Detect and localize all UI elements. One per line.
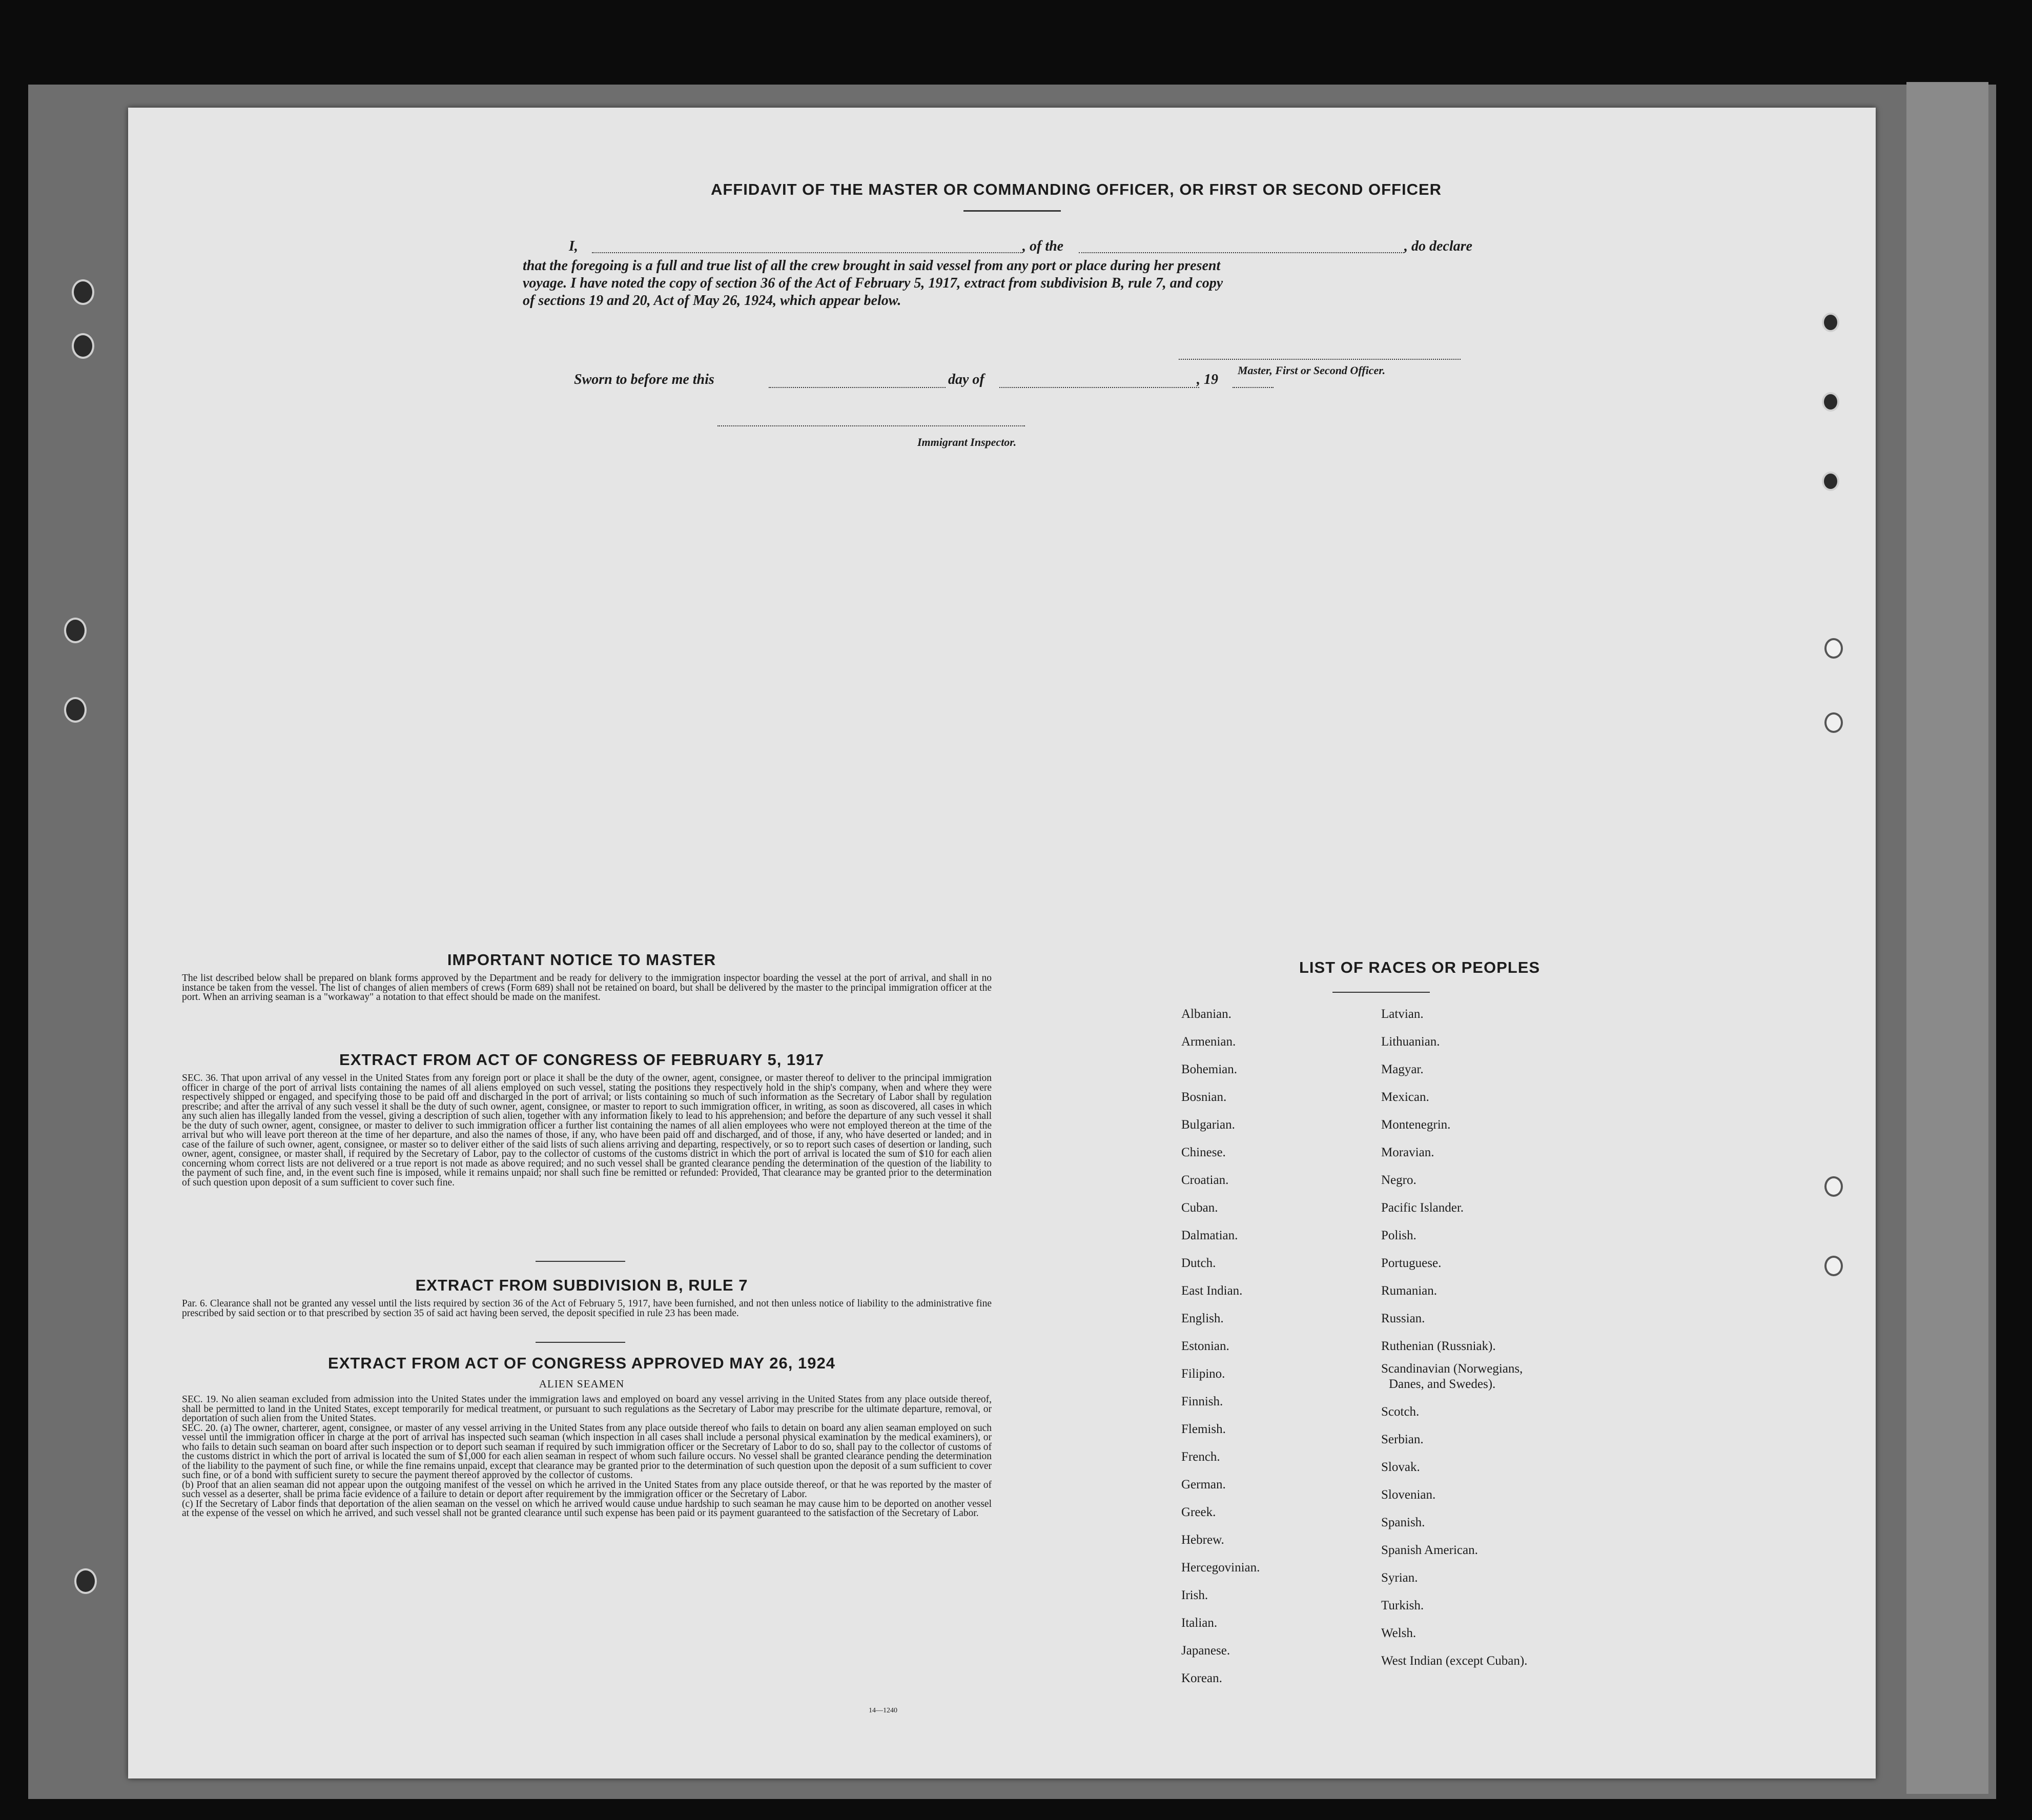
race-item: Latvian. bbox=[1381, 1007, 1424, 1021]
race-item: Slovenian. bbox=[1381, 1488, 1436, 1502]
race-item: Bulgarian. bbox=[1181, 1118, 1235, 1132]
race-item: Japanese. bbox=[1181, 1644, 1230, 1658]
race-item: Lithuanian. bbox=[1381, 1035, 1440, 1049]
stacked-sheets-edge bbox=[1906, 82, 1988, 1794]
race-item: Spanish American. bbox=[1381, 1543, 1478, 1557]
year-prefix: , 19 bbox=[1197, 372, 1218, 387]
master-caption: Master, First or Second Officer. bbox=[1238, 364, 1386, 377]
sworn-text: Sworn to before me this bbox=[574, 372, 714, 387]
race-item: Montenegrin. bbox=[1381, 1118, 1451, 1132]
sworn-month-blank[interactable] bbox=[999, 387, 1199, 388]
race-item: Portuguese. bbox=[1381, 1256, 1442, 1270]
master-name-blank[interactable] bbox=[592, 252, 1022, 253]
race-item: Irish. bbox=[1181, 1588, 1208, 1602]
affidavit-declare: , do declare bbox=[1404, 238, 1472, 254]
race-item: Serbian. bbox=[1381, 1433, 1424, 1446]
race-item: Dutch. bbox=[1181, 1256, 1216, 1270]
manifest-page bbox=[128, 108, 1876, 1778]
race-item: Scandinavian (Norwegians, bbox=[1381, 1362, 1523, 1376]
title-underline bbox=[963, 210, 1061, 212]
race-item: Italian. bbox=[1181, 1616, 1218, 1630]
race-item: East Indian. bbox=[1181, 1284, 1243, 1298]
race-item: Turkish. bbox=[1381, 1599, 1424, 1612]
sec20c-paragraph: (c) If the Secretary of Labor finds that deportation of the alien seaman on the vessel on which he arrived would cause undue hardship to such seaman he may cause him to be deported on another vessel at the expense of the vessel on which he arrived, and such vessel shall not be granted clearance until such expense has been paid or its payment guaranteed to the satisfaction of the Secretary of Labor. bbox=[182, 1498, 992, 1519]
affidavit-of-the: , of the bbox=[1022, 238, 1064, 254]
race-item: Polish. bbox=[1381, 1229, 1417, 1242]
binder-hole bbox=[64, 697, 87, 723]
race-item: Scotch. bbox=[1381, 1405, 1420, 1419]
sec20a-paragraph: SEC. 20. (a) The owner, charterer, agent, consignee, or master of any vessel arriving in the United States from any place outside thereof who fails to detain on board any alien seaman employed on such vessel until the immigration officer in charge at the port of arrival has inspected such seaman (which inspection in all cases shall include a personal physical examination by the medical examiners), or who fails to detain such seaman on board after such inspection or to deport such seaman if required by such immigration officer or the Secretary of Labor to do so, shall pay to the collector of customs of the customs district in which the port of arrival is located the sum of $1,000 for each alien seaman in respect of whom such failure occurs. No vessel shall be granted clearance pending the determination of the liability to the payment of such fine, or while the fine remains unpaid, except that clearance may be granted prior to the determination of such question upon the deposit of a sum sufficient to cover such fine, or of a bond with sufficient surety to secure the payment thereof approved by the collector of customs. bbox=[182, 1422, 992, 1481]
race-item: Spanish. bbox=[1381, 1516, 1425, 1529]
affidavit-line4: of sections 19 and 20, Act of May 26, 1924, which appear below. bbox=[523, 293, 901, 309]
race-item: Dalmatian. bbox=[1181, 1229, 1238, 1242]
affidavit-i: I, bbox=[569, 238, 578, 254]
section-divider bbox=[536, 1342, 625, 1343]
punch-hole bbox=[1824, 712, 1843, 733]
race-item: Welsh. bbox=[1381, 1626, 1417, 1640]
race-item: English. bbox=[1181, 1312, 1224, 1325]
race-item: Slovak. bbox=[1381, 1460, 1420, 1474]
binder-hole bbox=[72, 279, 94, 305]
sec19-paragraph: SEC. 19. No alien seaman excluded from admission into the United States under the immigration laws and employed on board any vessel arriving in the United States from any place outside thereof, shall be permitted to land in the United States, except temporarily for medical treatment, or pursuant to such regulations as the Secretary of Labor may prescribe for the ultimate departure, removal, or deportation of such alien from the United States. bbox=[182, 1394, 992, 1424]
punch-hole bbox=[1822, 472, 1839, 491]
affidavit-line3: voyage. I have noted the copy of section 36 of the Act of February 5, 1917, extract from subdivision B, rule 7, and copy bbox=[523, 275, 1223, 291]
race-item: Bohemian. bbox=[1181, 1062, 1238, 1076]
form-number: 14—1240 bbox=[869, 1707, 897, 1714]
race-item: Danes, and Swedes). bbox=[1389, 1377, 1496, 1391]
day-of: day of bbox=[948, 372, 984, 387]
binder-hole bbox=[74, 1568, 97, 1594]
race-item: Estonian. bbox=[1181, 1339, 1229, 1353]
race-item: Ruthenian (Russniak). bbox=[1381, 1339, 1496, 1353]
inspector-signature-blank[interactable] bbox=[717, 425, 1025, 426]
race-item: West Indian (except Cuban). bbox=[1381, 1654, 1528, 1668]
subdivision-title: EXTRACT FROM SUBDIVISION B, RULE 7 bbox=[415, 1276, 748, 1294]
extract-1917-title: EXTRACT FROM ACT OF CONGRESS OF FEBRUARY 5, 1917 bbox=[339, 1051, 824, 1069]
race-item: Flemish. bbox=[1181, 1422, 1226, 1436]
race-item: Russian. bbox=[1381, 1312, 1425, 1325]
punch-hole bbox=[1824, 1176, 1843, 1197]
alien-seamen-subtitle: ALIEN SEAMEN bbox=[539, 1378, 625, 1390]
race-item: Filipino. bbox=[1181, 1367, 1225, 1381]
punch-hole bbox=[1822, 392, 1839, 412]
race-item: Greek. bbox=[1181, 1505, 1216, 1519]
race-item: Bosnian. bbox=[1181, 1090, 1227, 1104]
notice-body: The list described below shall be prepared on blank forms approved by the Department and be ready for delivery to the immigration inspector boarding the vessel at the port of arrival, and shall in no instance be taken from the vessel. The list of changes of alien members of crews (Form 689) shall not be retained on board, but shall be delivered by the master to the principal immigration officer at the port. When an arriving seaman is a "workaway" a notation to that effect should be made on the manifest. bbox=[182, 973, 992, 1003]
race-item: Albanian. bbox=[1181, 1007, 1231, 1021]
affidavit-title: AFFIDAVIT OF THE MASTER OR COMMANDING OFFICER, OR FIRST OR SECOND OFFICER bbox=[710, 180, 1442, 198]
race-item: Hercegovinian. bbox=[1181, 1561, 1260, 1574]
notice-title: IMPORTANT NOTICE TO MASTER bbox=[447, 951, 716, 969]
subdivision-body: Par. 6. Clearance shall not be granted any vessel until the lists required by section 36 of the Act of February 5, 1917, have been furnished, and not then unless notice of liability to the administrative fine prescribed by said section or to that prescribed by section 35 of said act having been served, the deposit specified in rule 23 has been made. bbox=[182, 1298, 992, 1319]
punch-hole bbox=[1822, 313, 1839, 332]
race-item: Negro. bbox=[1381, 1173, 1417, 1187]
race-item: Rumanian. bbox=[1381, 1284, 1438, 1298]
race-item: Croatian. bbox=[1181, 1173, 1229, 1187]
race-item: French. bbox=[1181, 1450, 1220, 1464]
race-item: Chinese. bbox=[1181, 1146, 1226, 1159]
race-item: Mexican. bbox=[1381, 1090, 1429, 1104]
extract-1924-title: EXTRACT FROM ACT OF CONGRESS APPROVED MAY 26, 1924 bbox=[328, 1354, 835, 1372]
binder-hole bbox=[64, 618, 87, 643]
race-item: Korean. bbox=[1181, 1671, 1222, 1685]
race-item: Pacific Islander. bbox=[1381, 1201, 1464, 1215]
race-item: Finnish. bbox=[1181, 1395, 1223, 1408]
race-item: German. bbox=[1181, 1478, 1226, 1491]
sec20b-paragraph: (b) Proof that an alien seaman did not appear upon the outgoing manifest of the vessel on which he arrived in the United States from any place outside thereof, or that he was reported by the master of such vessel as a deserter, shall be prima facie evidence of a failure to detain or deport after requirement by the immigration officer or the Secretary of Labor. bbox=[182, 1479, 992, 1500]
race-item: Cuban. bbox=[1181, 1201, 1218, 1215]
master-signature-blank[interactable] bbox=[1179, 359, 1461, 360]
punch-hole bbox=[1824, 638, 1843, 659]
inspector-caption: Immigrant Inspector. bbox=[917, 436, 1017, 448]
race-item: Syrian. bbox=[1381, 1571, 1418, 1585]
race-item: Hebrew. bbox=[1181, 1533, 1224, 1547]
races-title: LIST OF RACES OR PEOPLES bbox=[1299, 958, 1541, 976]
race-item: Armenian. bbox=[1181, 1035, 1236, 1049]
punch-hole bbox=[1824, 1256, 1843, 1276]
affidavit-line2: that the foregoing is a full and true list of all the crew brought in said vessel from any port or place during her present bbox=[523, 258, 1221, 274]
race-item: Moravian. bbox=[1381, 1146, 1434, 1159]
section-divider bbox=[536, 1261, 625, 1262]
sworn-day-blank[interactable] bbox=[769, 387, 946, 388]
race-item: Magyar. bbox=[1381, 1062, 1424, 1076]
vessel-name-blank[interactable] bbox=[1079, 252, 1404, 253]
sworn-year-blank[interactable] bbox=[1233, 387, 1274, 388]
extract-1924-body bbox=[182, 1395, 992, 1519]
races-underline bbox=[1332, 992, 1430, 993]
extract-1917-body: SEC. 36. That upon arrival of any vessel in the United States from any foreign port or place it shall be the duty of the owner, agent, consignee, or master thereof to deliver to the principal immigration officer in charge of the port of arrival lists containing the names of all aliens employed on such vessel, stating the positions they respectively hold in the ship's company, when and where they were respectively shipped or engaged, and specifying those to be paid off and discharged in the port of arrival; or lists containing so much of such information as the Secretary of Labor shall by regulation prescribe; and after the arrival of any such vessel it shall be the duty of such owner, agent, consignee, or master to report to such immigration officer, in writing, as soon as discovered, all cases in which any such alien has illegally landed from the vessel, giving a description of such alien, together with any information likely to lead to his apprehension; and before the departure of any such vessel it shall be the duty of such owner, agent, consignee, or master to deliver to such immigration officer a further list containing the names of all alien employees who were not employed thereon at the time of the arrival but who will leave port thereon at the time of her departure, and also the names of those, if any, who have been paid off and discharged, and of those, if any, who have deserted or landed; and in case of the failure of such owner, agent, consignee, or master so to deliver either of the said lists of such aliens arriving and departing, respectively, or so to report such cases of desertion or landing, such owner, agent, consignee, or master shall, if required by the Secretary of Labor, pay to the collector of customs of the customs district in which the port of arrival is located the sum of $10 for each alien concerning whom correct lists are not delivered or a true report is not made as above required; and no such vessel shall be granted clearance pending the determination of the question of the liability to the payment of such fine, and, in the event such fine is imposed, while it remains unpaid; nor shall such fine be remitted or refunded: Provided, That clearance may be granted prior to the determination of such question upon deposit of a sum sufficient to cover such fine. bbox=[182, 1073, 992, 1188]
binder-hole bbox=[72, 333, 94, 359]
